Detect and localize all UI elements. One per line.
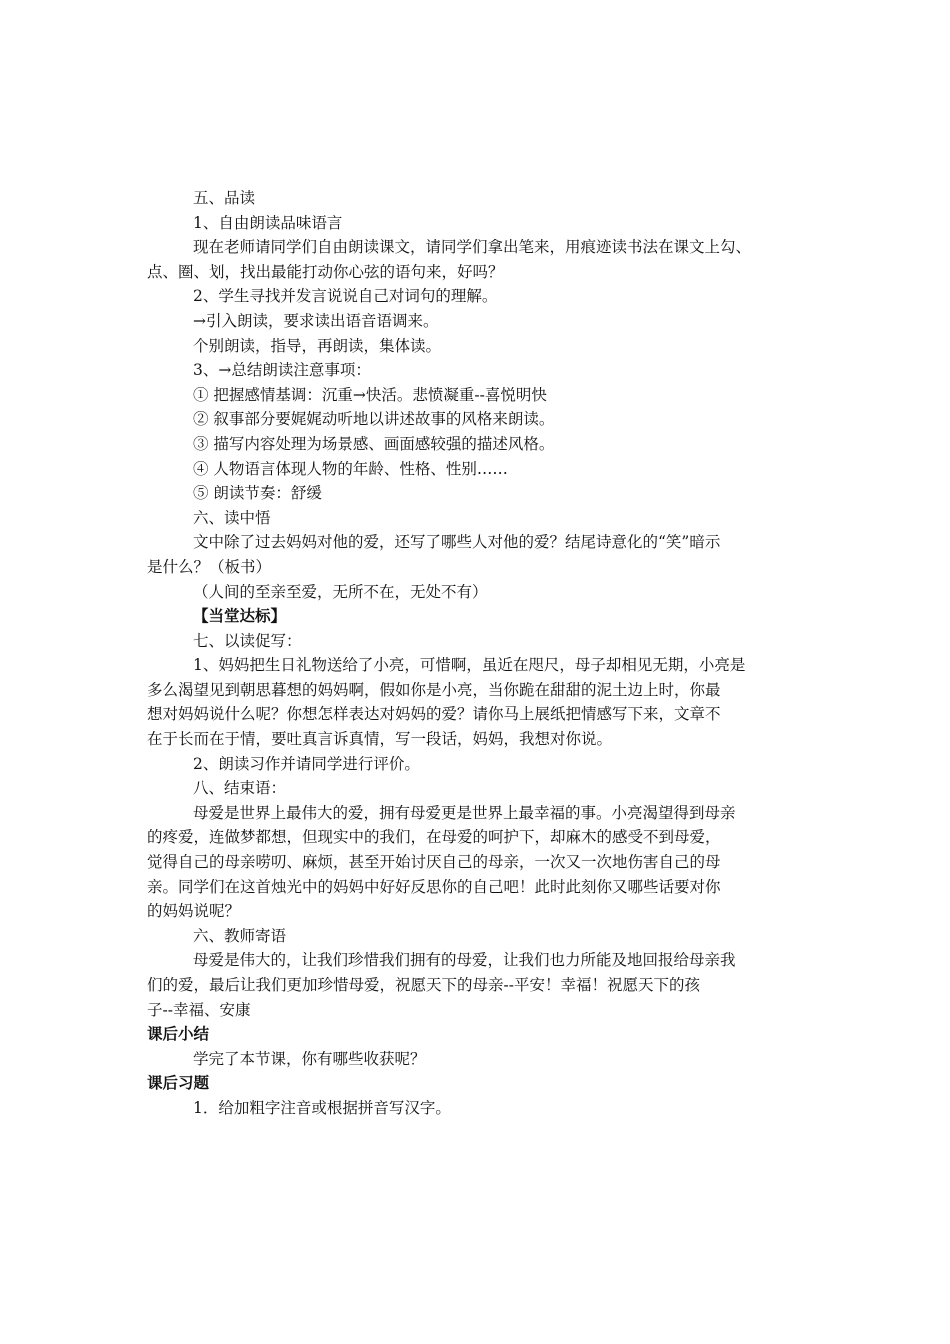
paragraph-line: 觉得自己的母亲唠叨、麻烦，甚至开始讨厌自己的母亲，一次又一次地伤害自己的母: [147, 853, 721, 872]
paragraph-line: 亲。同学们在这首烛光中的妈妈中好好反思你的自己吧！此时此刻你又哪些话要对你: [147, 877, 721, 896]
paragraph-line: 点、圈、划，找出最能打动你心弦的语句来，好吗？: [147, 262, 504, 281]
paragraph-line: 在于长而在于情，要吐真言诉真情，写一段话，妈妈，我想对你说。: [147, 730, 613, 749]
list-item: ④ 人物语言体现人物的年龄、性格、性别……: [193, 459, 508, 478]
paragraph: 学完了本节课，你有哪些收获呢？: [193, 1049, 426, 1068]
paragraph-line: 的妈妈说呢？: [147, 902, 241, 921]
paragraph-line: 子--幸福、安康: [147, 1000, 251, 1019]
heading-summary: 课后小结: [147, 1025, 210, 1044]
paragraph-line: 想对妈妈说什么呢？你想怎样表达对妈妈的爱？请你马上展纸把情感写下来，文章不: [147, 705, 721, 724]
paragraph-line: 现在老师请同学们自由朗读课文，请同学们拿出笔来，用痕迹读书法在课文上勾、: [193, 238, 752, 257]
item-3: 3、→总结朗读注意事项：: [193, 361, 371, 380]
list-item: ③ 描写内容处理为场景感、画面感较强的描述风格。: [193, 434, 555, 453]
paragraph-line: 母爱是世界上最伟大的爱，拥有母爱更是世界上最幸福的事。小亮渴望得到母亲: [193, 803, 736, 822]
paragraph-line: 文中除了过去妈妈对他的爱，还写了哪些人对他的爱？结尾诗意化的“笑”暗示: [193, 533, 721, 552]
paragraph-line: 母爱是伟大的，让我们珍惜我们拥有的母爱，让我们也力所能及地回报给母亲我: [193, 951, 736, 970]
paragraph: （人间的至亲至爱，无所不在，无处不有）: [193, 582, 488, 601]
section-heading-6: 六、读中悟: [193, 508, 271, 527]
document-body: [147, 186, 811, 1121]
section-heading-8: 八、结束语：: [193, 779, 287, 798]
paragraph-line: 是什么？（板书）: [147, 557, 272, 576]
paragraph-line: 们的爱，最后让我们更加珍惜母爱，祝愿天下的母亲--平安！幸福！祝愿天下的孩: [147, 976, 700, 994]
bracket-heading: 【当堂达标】: [193, 606, 287, 626]
list-item: ① 把握感情基调：沉重→快活。悲愤凝重--喜悦明快: [193, 385, 547, 404]
paragraph: 2、朗读习作并请同学进行评价。: [193, 754, 420, 773]
section-heading-teacher: 六、教师寄语: [193, 926, 287, 945]
exercise-item: 1．给加粗字注音或根据拼音写汉字。: [193, 1098, 451, 1117]
paragraph: 个别朗读，指导，再朗读，集体读。: [193, 336, 442, 355]
item-2: 2、学生寻找并发言说说自己对词句的理解。: [193, 287, 498, 306]
item-1: 1、自由朗读品味语言: [193, 213, 343, 232]
list-item: ⑤ 朗读节奏：舒缓: [193, 484, 322, 503]
paragraph-line: 多么渴望见到朝思暮想的妈妈啊，假如你是小亮，当你跪在甜甜的泥土边上时，你最: [147, 680, 721, 699]
heading-exercises: 课后习题: [147, 1074, 210, 1093]
paragraph-line: 的疼爱，连做梦都想，但现实中的我们，在母爱的呵护下，却麻木的感受不到母爱，: [147, 828, 721, 847]
paragraph: →引入朗读，要求读出语音语调来。: [193, 311, 439, 330]
section-heading-7: 七、以读促写：: [193, 631, 302, 650]
paragraph-line: 1、妈妈把生日礼物送给了小亮，可惜啊，虽近在咫尺，母子却相见无期，小亮是: [193, 656, 746, 675]
list-item: ② 叙事部分要娓娓动听地以讲述故事的风格来朗读。: [193, 410, 555, 429]
section-heading-5: 五、品读: [193, 189, 256, 207]
